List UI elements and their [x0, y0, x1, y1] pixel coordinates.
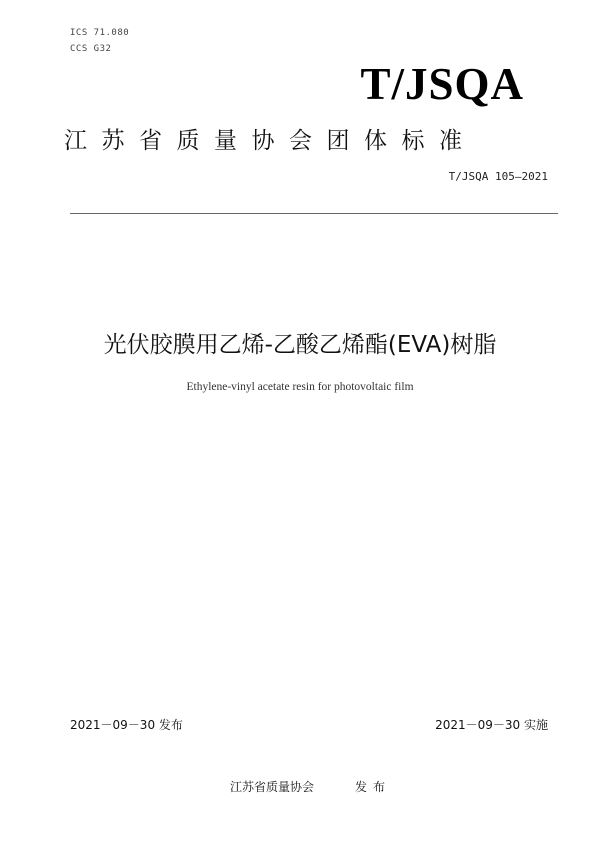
issue-label: 发布	[355, 780, 392, 794]
organization-title: 江苏省质量协会团体标准	[64, 128, 477, 154]
ics-code: ICS 71.080	[70, 28, 130, 38]
issuer-name: 江苏省质量协会	[230, 780, 315, 794]
standard-logo: T/JSQA	[360, 59, 524, 109]
document-title-en: Ethylene-vinyl acetate resin for photovoltaic film	[186, 381, 414, 393]
standard-number: T/JSQA 105—2021	[448, 170, 548, 183]
publish-date: 2021－09－30 发布	[70, 718, 183, 732]
header-divider	[70, 213, 558, 214]
implement-date: 2021－09－30 实施	[435, 718, 548, 732]
document-title-cn: 光伏胶膜用乙烯-乙酸乙烯酯(EVA)树脂	[103, 332, 497, 358]
ccs-code: CCS G32	[70, 44, 112, 54]
